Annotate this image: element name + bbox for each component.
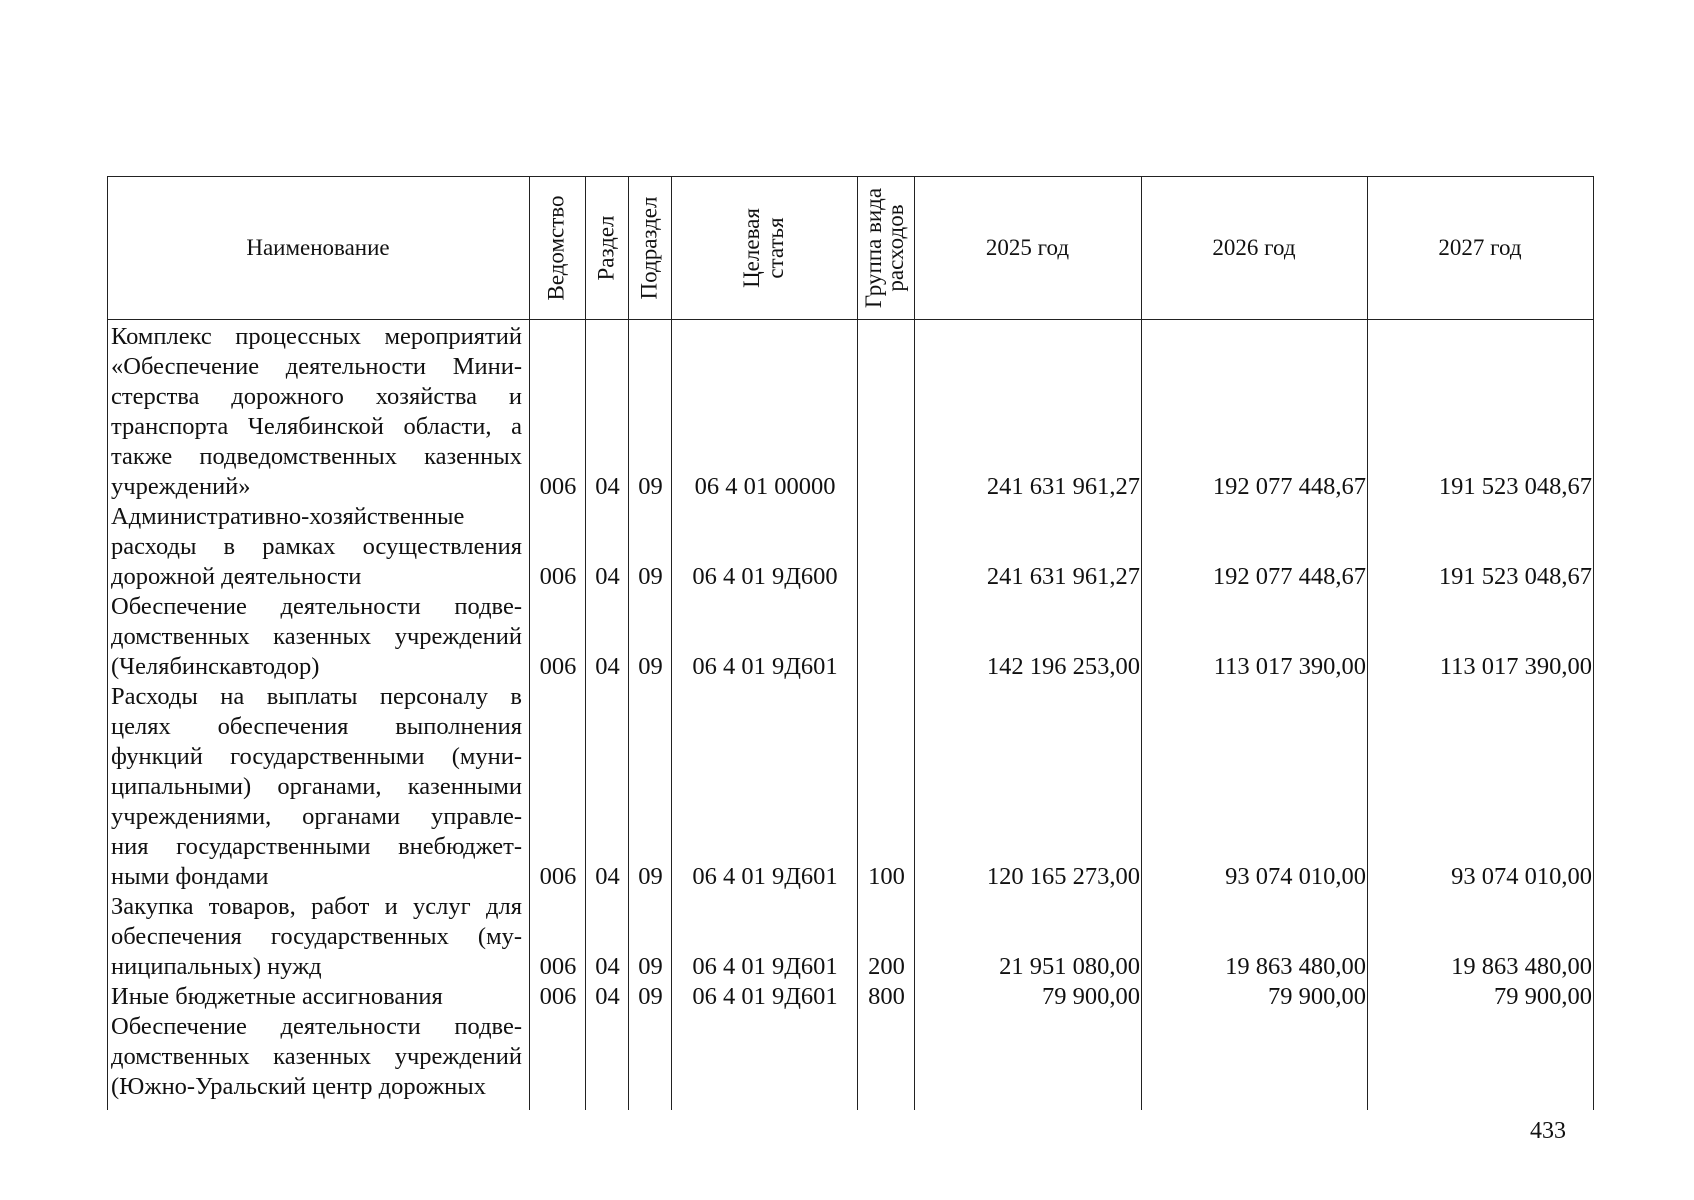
header-podrazdel-cell	[628, 176, 671, 319]
cell-2025: 142 196 253,00	[986, 653, 1140, 680]
cell-2026: 192 077 448,67	[1212, 473, 1366, 500]
cell-name	[111, 502, 522, 592]
cell-2025: 241 631 961,27	[986, 563, 1140, 590]
header-celevaya-label	[740, 208, 788, 288]
cell-celevaya: 06 4 01 9Д601	[692, 953, 838, 980]
header-celevaya-line1: Целевая	[738, 207, 764, 288]
cell-2026: 113 017 390,00	[1213, 653, 1366, 680]
cell-name-line: транспорта Челябинской области, а	[111, 413, 522, 440]
cell-vedomstvo: 006	[539, 653, 577, 680]
cell-name-line: (Южно-Уральский центр дорожных	[111, 1073, 486, 1100]
cell-2027: 19 863 480,00	[1451, 953, 1592, 980]
header-gruppa-line1: Группа вида	[861, 187, 887, 308]
cell-gruppa: 800	[868, 983, 905, 1010]
cell-2026: 192 077 448,67	[1212, 563, 1366, 590]
cell-name-line: Иные бюджетные ассигнования	[111, 983, 443, 1010]
cell-razdel: 04	[595, 653, 620, 680]
cell-vedomstvo: 006	[539, 563, 577, 590]
cell-name	[111, 982, 522, 1012]
cell-celevaya: 06 4 01 9Д601	[692, 653, 838, 680]
cell-name-line: функций государственными (муни-	[111, 743, 522, 770]
cell-razdel: 04	[595, 563, 620, 590]
header-podrazdel-label: Подраздел	[636, 196, 662, 299]
cell-2027: 191 523 048,67	[1438, 563, 1592, 590]
cell-name	[111, 592, 522, 682]
cell-razdel: 04	[595, 953, 620, 980]
cell-2027: 113 017 390,00	[1439, 653, 1592, 680]
cell-name-line: домственных казенных учреждений	[111, 1043, 522, 1070]
cell-vedomstvo: 006	[539, 983, 577, 1010]
cell-name-line: расходы в рамках осуществления	[111, 533, 522, 560]
cell-name-line: Расходы на выплаты персоналу в	[111, 683, 522, 710]
cell-podrazdel: 09	[638, 563, 663, 590]
cell-name-line: домственных казенных учреждений	[111, 623, 522, 650]
cell-2027: 79 900,00	[1494, 983, 1592, 1010]
header-2025-cell	[914, 176, 1141, 319]
cell-name-line: Обеспечение деятельности подве-	[111, 593, 522, 620]
header-gruppa-cell	[857, 176, 914, 319]
cell-podrazdel: 09	[638, 983, 663, 1010]
cell-vedomstvo: 006	[539, 473, 577, 500]
cell-podrazdel: 09	[638, 953, 663, 980]
cell-name-line: стерства дорожного хозяйства и	[111, 383, 522, 410]
header-celevaya-cell	[671, 176, 857, 319]
cell-2026: 93 074 010,00	[1225, 863, 1366, 890]
cell-vedomstvo: 006	[539, 863, 577, 890]
cell-name-line: дорожной деятельности	[111, 563, 362, 590]
cell-name-line: ципальными) органами, казенными	[111, 773, 522, 800]
page-number: 433	[1530, 1118, 1566, 1144]
cell-name-line: учреждений»	[111, 473, 251, 500]
header-vedomstvo-label: Ведомство	[544, 194, 569, 301]
cell-2025: 241 631 961,27	[986, 473, 1140, 500]
cell-gruppa: 100	[868, 863, 905, 890]
cell-name	[111, 682, 522, 892]
cell-2025: 79 900,00	[1042, 983, 1140, 1010]
header-razdel-cell	[585, 176, 628, 319]
cell-2025: 120 165 273,00	[986, 863, 1140, 890]
cell-2027: 93 074 010,00	[1451, 863, 1592, 890]
header-celevaya-line2: статья	[762, 216, 788, 279]
cell-name-line: ными фондами	[111, 863, 269, 890]
header-2025-label: 2025 год	[985, 234, 1070, 260]
cell-2026: 79 900,00	[1268, 983, 1366, 1010]
cell-razdel: 04	[595, 473, 620, 500]
header-2026-cell	[1141, 176, 1367, 319]
cell-name-line: (Челябинскавтодор)	[111, 653, 320, 680]
cell-celevaya: 06 4 01 9Д601	[692, 863, 838, 890]
cell-name-line: Закупка товаров, работ и услуг для	[111, 893, 522, 920]
header-gruppa-line2: расходов	[883, 203, 909, 292]
cell-vedomstvo: 006	[539, 953, 577, 980]
cell-razdel: 04	[595, 863, 620, 890]
cell-2025: 21 951 080,00	[999, 953, 1140, 980]
header-vedomstvo-cell	[529, 176, 585, 319]
cell-name-line: также подведомственных казенных	[111, 443, 522, 470]
col-border	[1593, 176, 1594, 1110]
cell-celevaya: 06 4 01 9Д600	[692, 563, 838, 590]
cell-podrazdel: 09	[638, 473, 663, 500]
cell-razdel: 04	[595, 983, 620, 1010]
cell-name-line: целях обеспечения выполнения	[111, 713, 522, 740]
cell-podrazdel: 09	[638, 863, 663, 890]
cell-name	[111, 1012, 522, 1102]
header-2027-cell	[1367, 176, 1593, 319]
header-gruppa-label	[861, 187, 909, 308]
cell-name-line: «Обеспечение деятельности Мини-	[111, 353, 522, 380]
budget-table	[107, 176, 1594, 1110]
header-name	[107, 176, 529, 319]
cell-name-line: Административно-хозяйственные	[111, 503, 465, 530]
cell-name-line: ния государственными внебюджет-	[111, 833, 522, 860]
header-name-label: Наименование	[246, 234, 390, 260]
cell-celevaya: 06 4 01 9Д601	[692, 983, 838, 1010]
cell-2026: 19 863 480,00	[1225, 953, 1366, 980]
cell-name-line: Обеспечение деятельности подве-	[111, 1013, 522, 1040]
cell-name-line: обеспечения государственных (му-	[111, 923, 522, 950]
header-2026-label: 2026 год	[1212, 234, 1296, 260]
cell-2027: 191 523 048,67	[1438, 473, 1592, 500]
cell-gruppa: 200	[868, 953, 905, 980]
cell-name-line: Комплекс процессных мероприятий	[111, 323, 522, 350]
cell-celevaya: 06 4 01 00000	[694, 473, 836, 500]
cell-name	[111, 892, 522, 982]
cell-name-line: учреждениями, органами управле-	[111, 803, 522, 830]
cell-name-line: ниципальных) нужд	[111, 953, 322, 980]
header-2027-label: 2027 год	[1438, 234, 1522, 260]
header-bottom-border	[107, 319, 1594, 320]
cell-name	[111, 322, 522, 502]
header-razdel-label: Раздел	[593, 214, 619, 281]
cell-podrazdel: 09	[638, 653, 663, 680]
